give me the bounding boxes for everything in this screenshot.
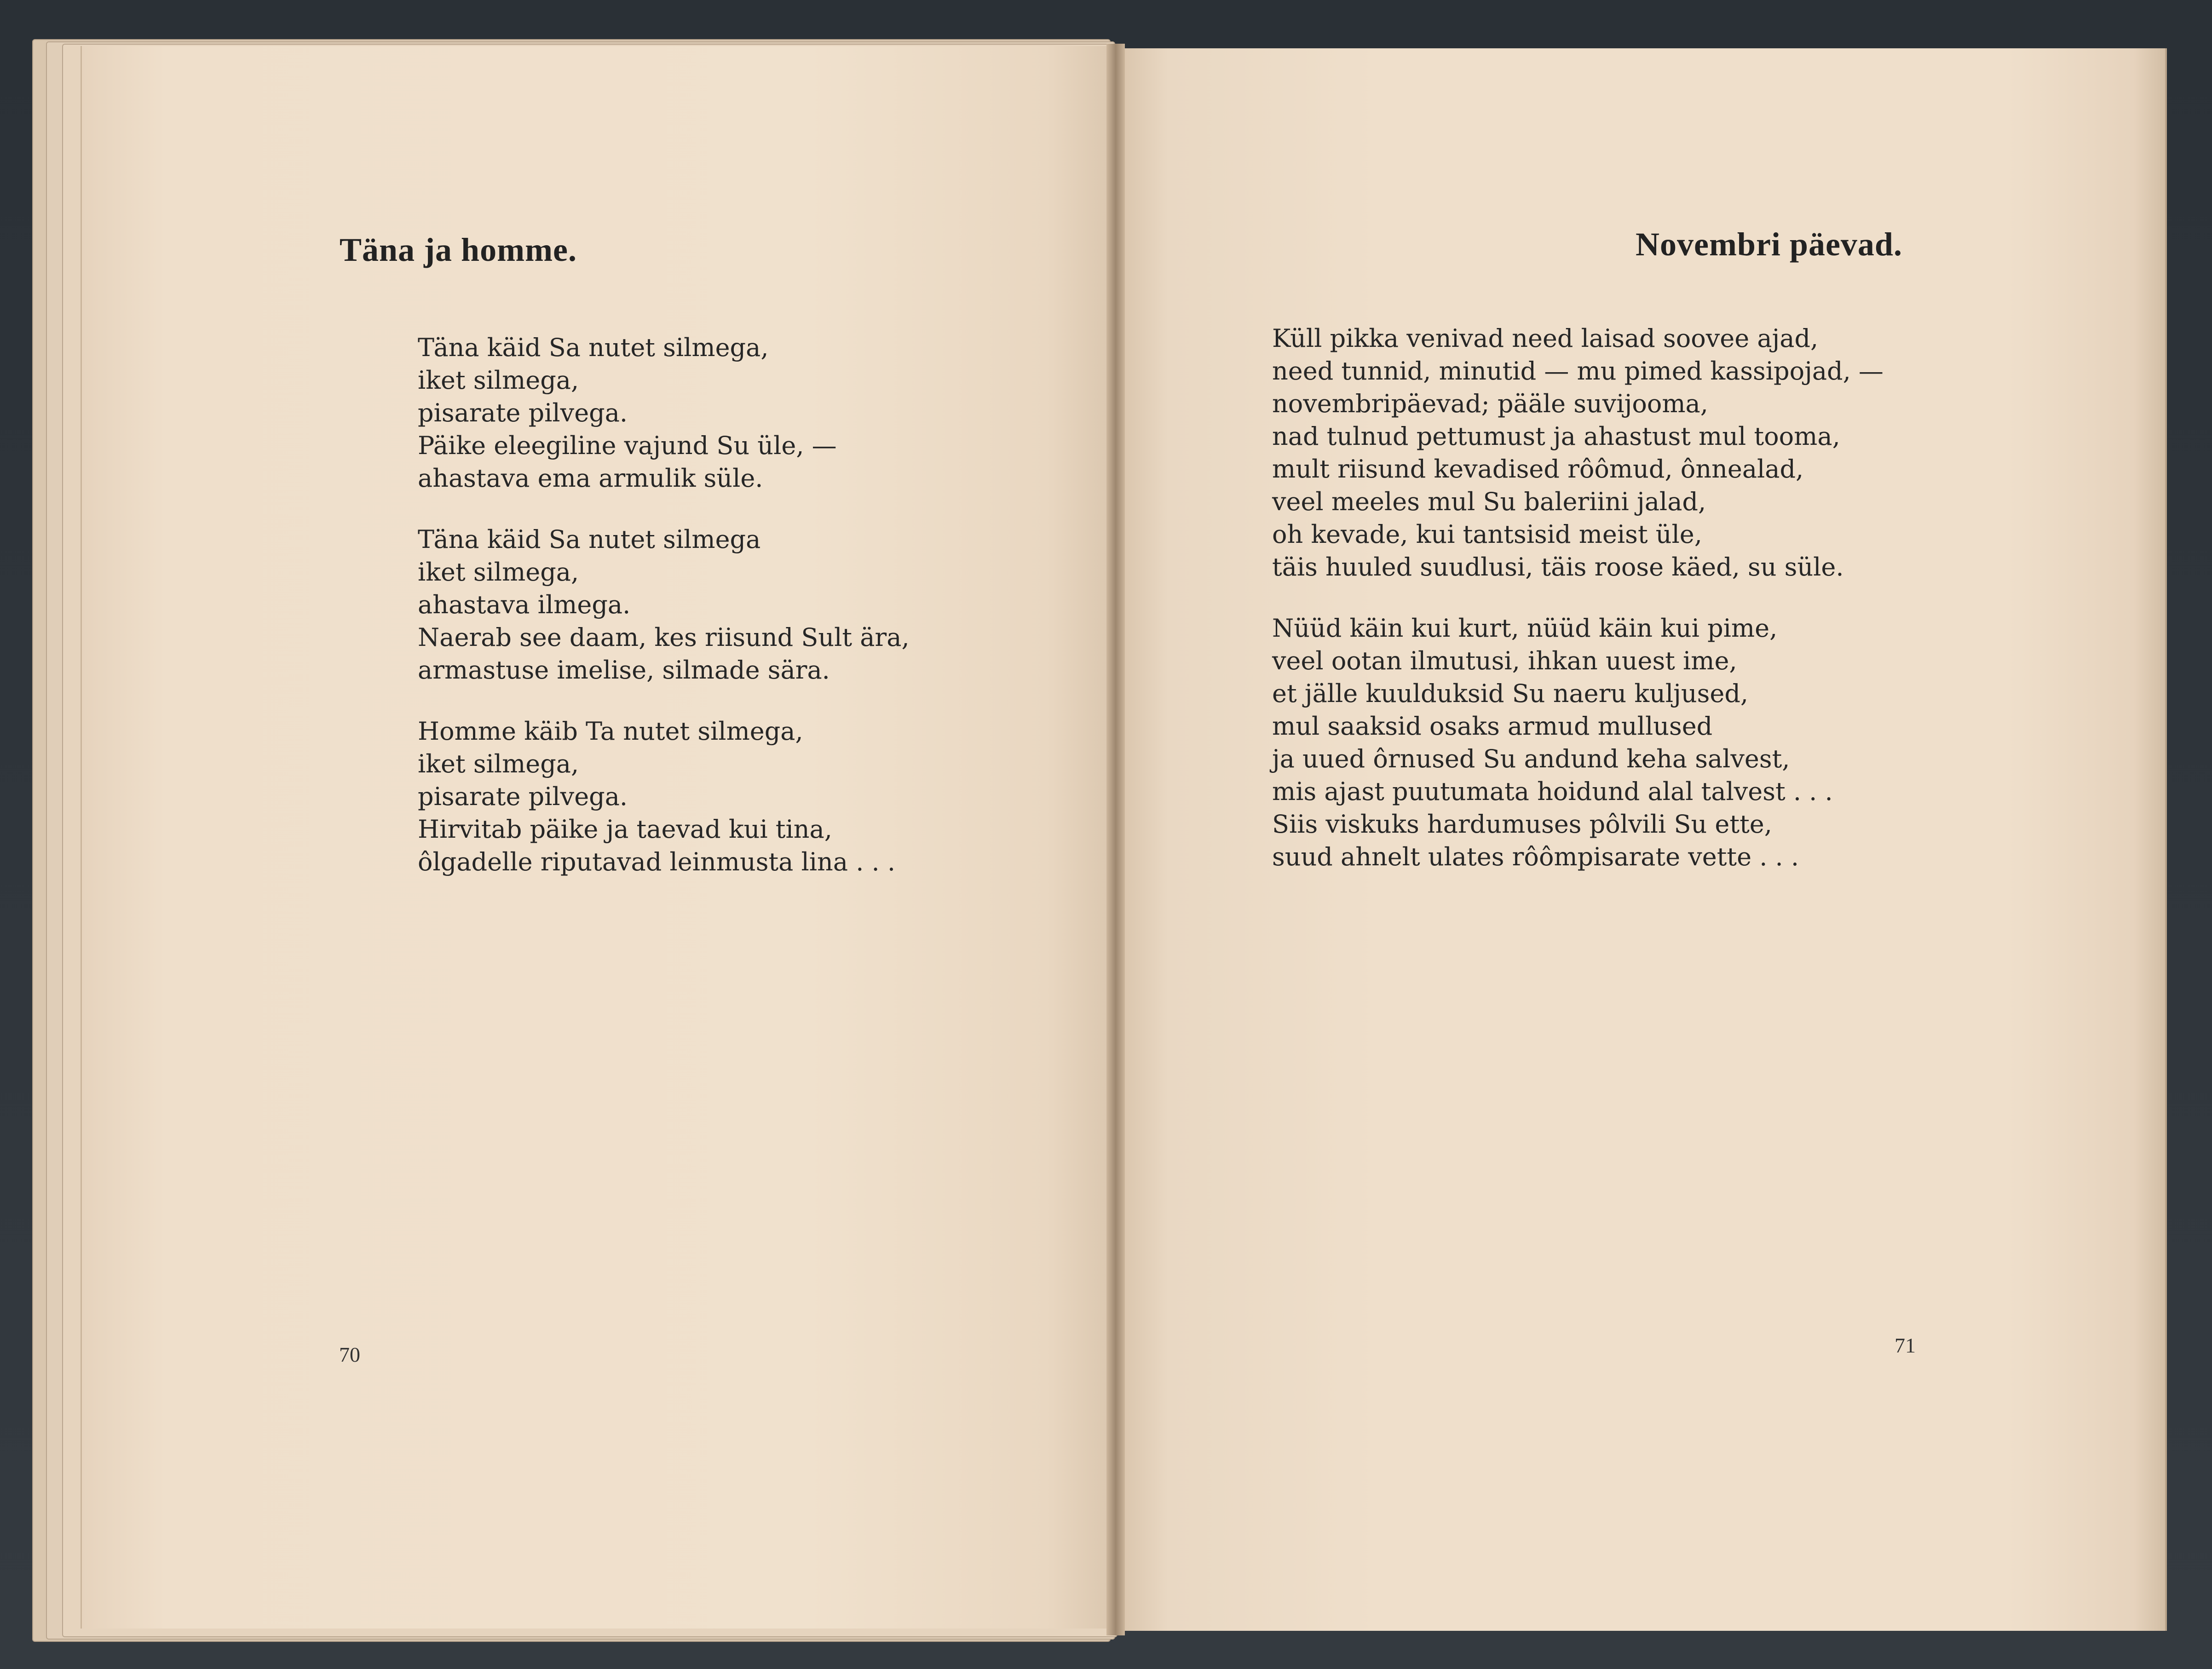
poem-line: et jälle kuulduksid Su naeru kuljused,	[1272, 679, 1749, 708]
stanza	[418, 523, 910, 686]
poem-line: Täna käid Sa nutet silmega	[418, 525, 761, 554]
poem-line: ja uued ôrnused Su andund keha salvest,	[1272, 744, 1790, 773]
poem-line: ahastava ema armulik süle.	[418, 464, 763, 493]
poem-line: iket silmega,	[418, 366, 579, 395]
poem-line: Siis viskuks hardumuses pôlvili Su ette,	[1272, 810, 1772, 839]
poem-line: ôlgadelle riputavad leinmusta lina . . .	[418, 847, 896, 876]
poem-line: Täna käid Sa nutet silmega,	[418, 333, 769, 362]
poem-line: Naerab see daam, kes riisund Sult ära,	[418, 623, 910, 652]
left-poem-title: Täna ja homme.	[340, 231, 577, 268]
right-poem-title: Novembri päevad.	[1636, 226, 1902, 263]
stanza	[1272, 322, 1884, 583]
poem-line: iket silmega,	[418, 749, 579, 778]
poem-line: Hirvitab päike ja taevad kui tina,	[418, 815, 832, 844]
poem-line: mul saaksid osaks armud mullused	[1272, 712, 1713, 741]
poem-line: need tunnid, minutid — mu pimed kassipojad, —	[1272, 357, 1884, 386]
stanza	[418, 331, 910, 495]
poem-line: täis huuled suudlusi, täis roose käed, su süle.	[1272, 552, 1844, 581]
poem-line: novembripäevad; pääle suvijooma,	[1272, 389, 1708, 418]
poem-line: Homme käib Ta nutet silmega,	[418, 717, 803, 746]
left-page-number: 70	[339, 1343, 360, 1366]
book-gutter	[1106, 44, 1125, 1635]
left-poem	[418, 331, 910, 907]
poem-line: iket silmega,	[418, 558, 579, 587]
poem-line: suud ahnelt ulates rôômpisarate vette . . .	[1272, 842, 1799, 871]
stanza	[1272, 612, 1884, 873]
poem-line: Nüüd käin kui kurt, nüüd käin kui pime,	[1272, 614, 1778, 643]
poem-line: nad tulnud pettumust ja ahastust mul tooma,	[1272, 422, 1840, 451]
right-poem	[1272, 322, 1884, 902]
poem-line: Küll pikka venivad need laisad soovee ajad,	[1272, 324, 1819, 353]
poem-line: pisarate pilvega.	[418, 782, 628, 811]
poem-line: pisarate pilvega.	[418, 398, 628, 427]
poem-line: mult riisund kevadised rôômud, ônnealad,	[1272, 455, 1804, 483]
poem-line: oh kevade, kui tantsisid meist üle,	[1272, 520, 1702, 549]
stanza	[418, 715, 910, 878]
poem-line: armastuse imelise, silmade sära.	[418, 656, 830, 685]
poem-line: Päike eleegiline vajund Su üle, —	[418, 431, 837, 460]
poem-line: ahastava ilmega.	[418, 590, 631, 619]
poem-line: mis ajast puutumata hoidund alal talvest . . .	[1272, 777, 1833, 806]
right-page-number: 71	[1895, 1334, 1916, 1357]
poem-line: veel ootan ilmutusi, ihkan uuest ime,	[1272, 646, 1737, 675]
poem-line: veel meeles mul Su baleriini jalad,	[1272, 487, 1706, 516]
